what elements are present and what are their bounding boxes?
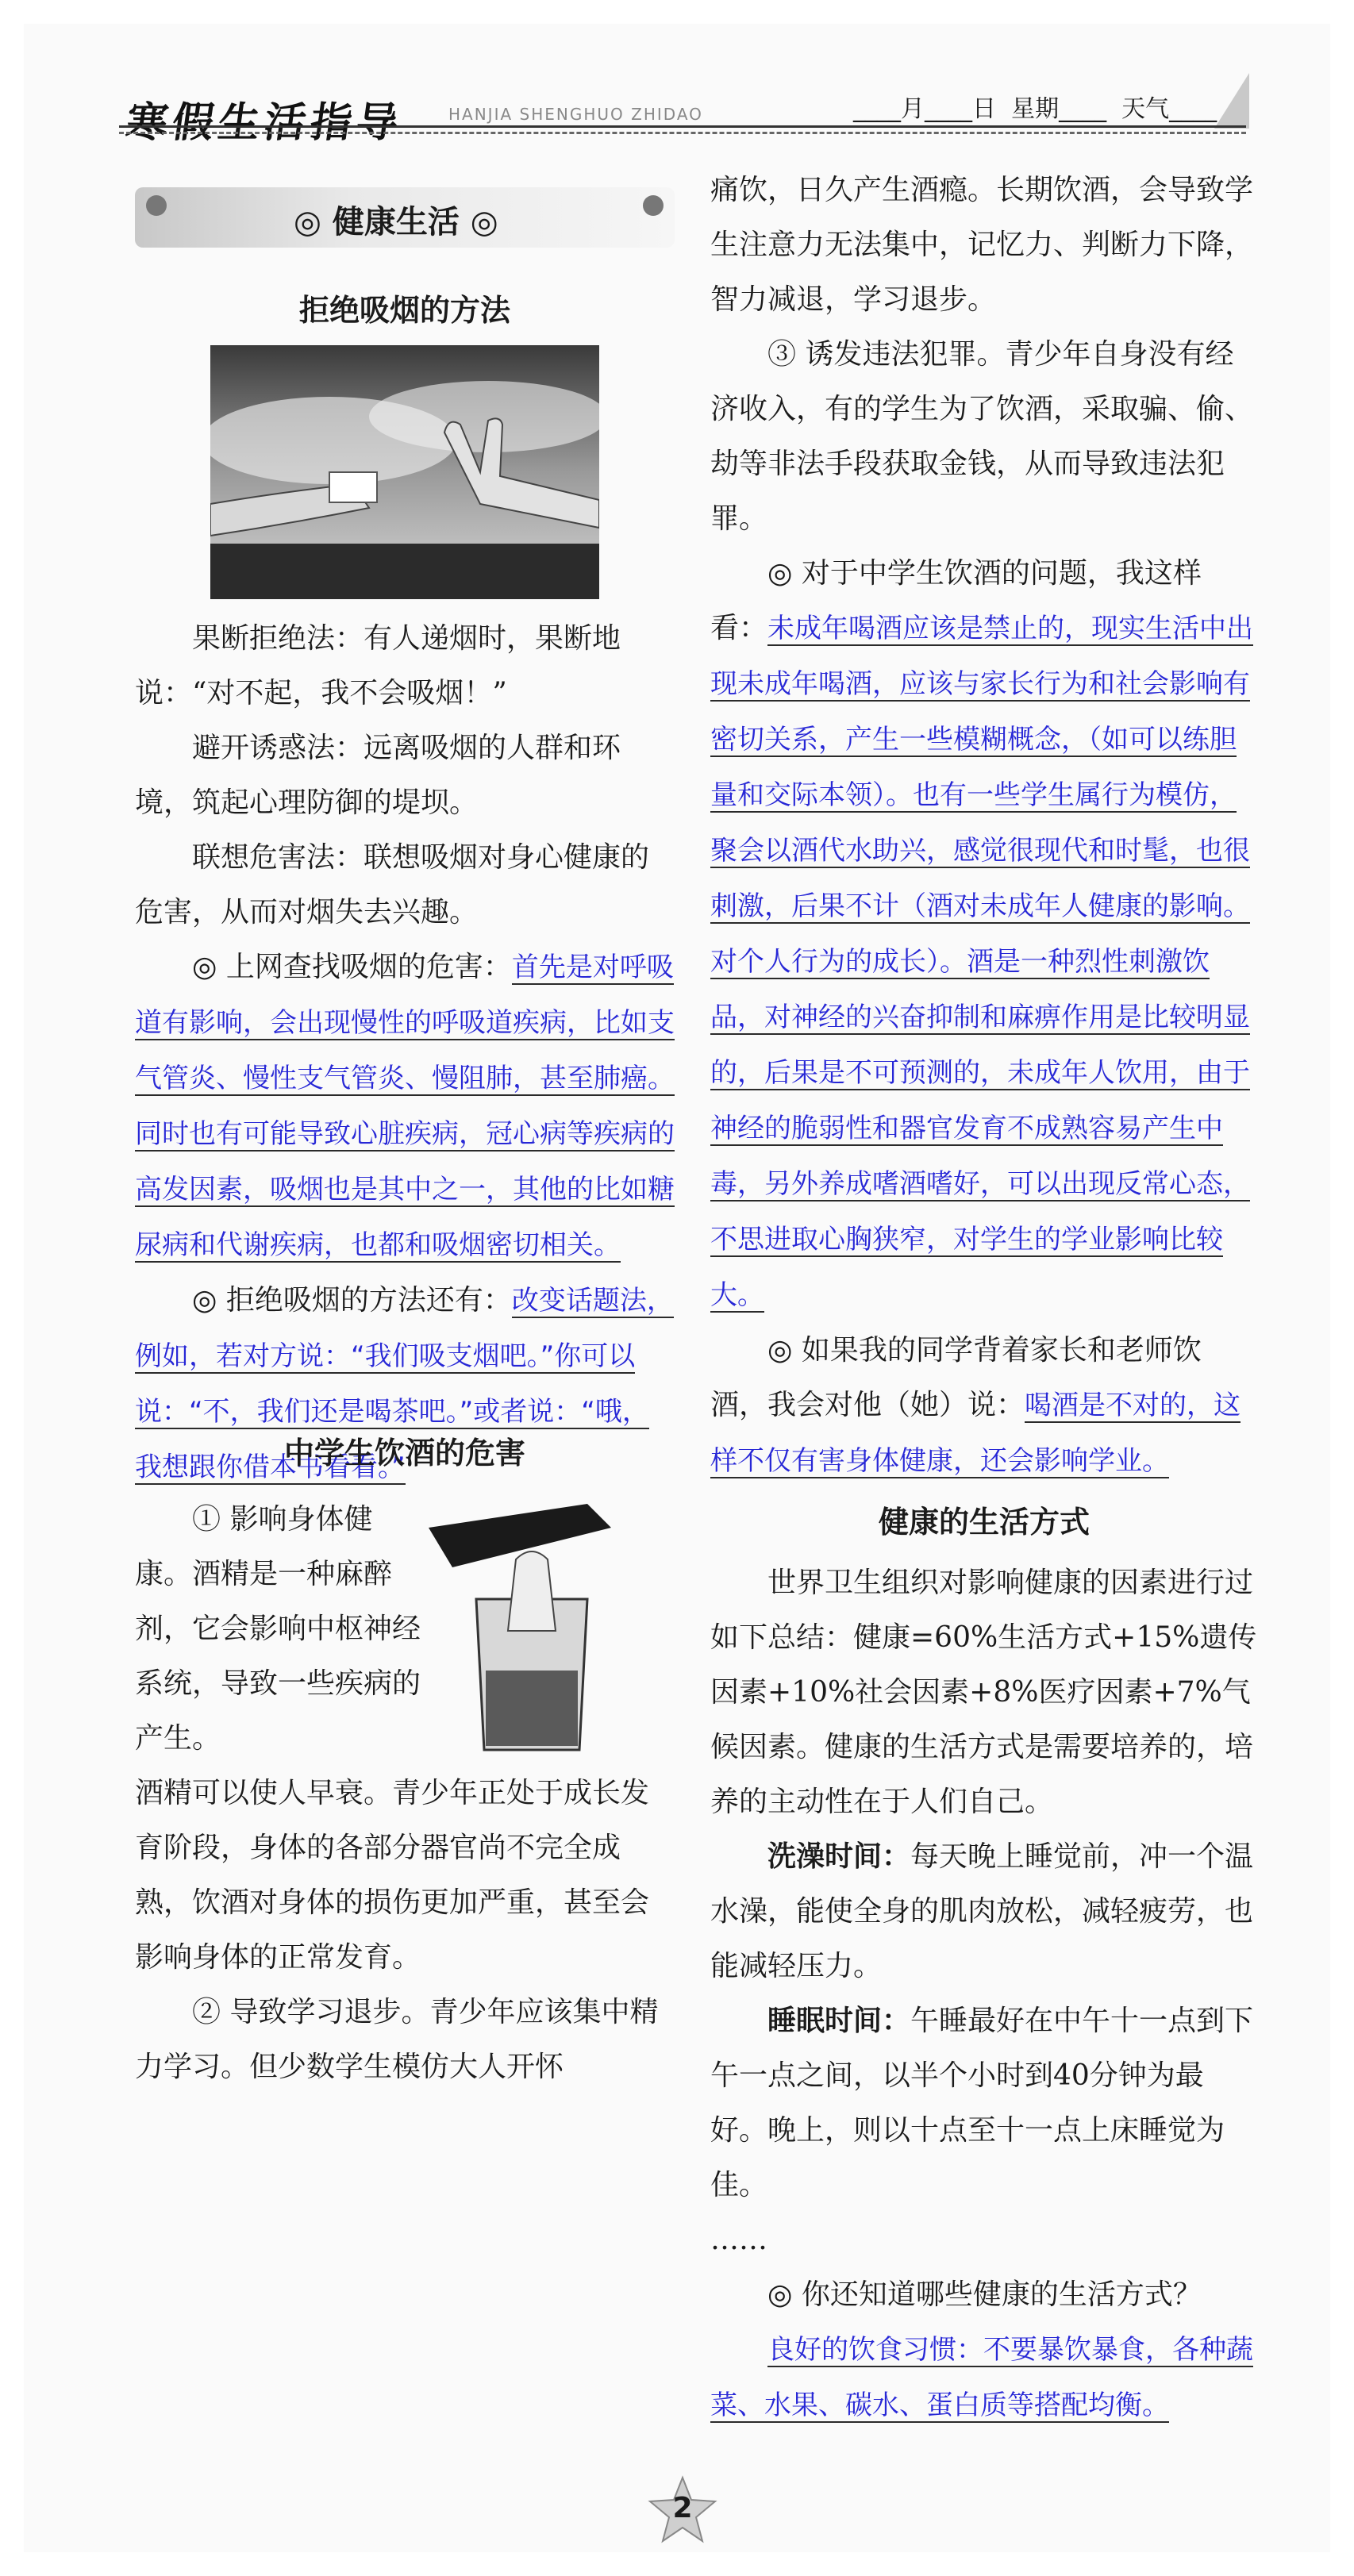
bath-text: 每天晚上睡觉前，冲一个温水澡，能使全身的肌肉放松，减轻疲劳，也能减轻压力。 <box>710 1840 1254 1982</box>
right-column-upper <box>710 163 1258 1489</box>
header-date-fields: ____月____日 星期____ 天气____ <box>853 95 1217 123</box>
header-corner-decoration <box>1214 73 1249 129</box>
handwritten-answer: 未成年喝酒应该是禁止的，现实生活中出现未成年喝酒，应该与家长行为和社会影响有密切关系，产生一些模糊概念，（如可以练胆量和交际本领）。也有一些学生属行为模仿，聚会以酒代水助兴，感觉很现代和时髦，也很刺激，后果不计（酒对未成年人健康的影响。对个人行为的成长）。酒是一种烈性刺激饮品，对神经的兴奋抑制和麻痹作用是比较明显的，后果是不可预测的，未成年人饮用，由于神经的脆弱性和器官发育不成熟容易产生中毒，另外养成嗜酒嗜好，可以出现反常心态，不思进取心胸狭窄，对学生的学业影响比较大。 <box>710 613 1254 1311</box>
bath-label: 洗澡时间： <box>767 1840 911 1873</box>
left-column-upper <box>135 611 675 1495</box>
question-label: ◎ 对于中学生饮酒的问题，我这样看： <box>710 557 1202 644</box>
question-label: ◎ 拒绝吸烟的方法还有： <box>192 1284 512 1317</box>
paragraph: ① 影响身体健康。酒精是一种麻醉剂，它会影响中枢神经系统，导致一些疾病的产生。 <box>135 1503 421 1755</box>
paragraph: 世界卫生组织对影响健康的因素进行过如下总结：健康=60%生活方式+15%遗传因素+10%社会因素+8%医疗因素+7%气候因素。健康的生活方式是需要培养的，培养的主动性在于人们自己。 <box>710 1567 1257 1818</box>
heading-healthy-lifestyle: 健康的生活方式 <box>878 1505 1090 1540</box>
question-friend-drinking <box>710 1323 1258 1489</box>
header-dashed-rule <box>119 132 1246 134</box>
sleep-label: 睡眠时间： <box>767 2005 911 2037</box>
paragraph: 联想危害法：联想吸烟对身心健康的危害，从而对烟失去兴趣。 <box>135 841 650 929</box>
bath-time-paragraph <box>710 1829 1258 1994</box>
pin-icon <box>146 195 167 216</box>
left-column-lower <box>135 1766 675 2094</box>
question-drinking-view <box>710 546 1258 1323</box>
paragraph: ② 导致学习退步。青少年应该集中精力学习。但少数学生模仿大人开怀 <box>135 1996 659 2083</box>
sleep-time-paragraph <box>710 1994 1258 2213</box>
paragraph: 酒精可以使人早衰。青少年正处于成长发育阶段，身体的各部分器官尚不完全成熟，饮酒对身体的损伤更加严重，甚至会影响身体的正常发育。 <box>135 1777 650 1974</box>
paragraph: ③ 诱发违法犯罪。青少年自身没有经济收入，有的学生为了饮酒，采取骗、偷、劫等非法手段获取金钱，从而导致违法犯罪。 <box>710 338 1254 535</box>
question-label: ◎ 上网查找吸烟的危害： <box>192 951 512 983</box>
page-number-badge <box>647 2474 718 2546</box>
heading-drinking-harm: 中学生饮酒的危害 <box>283 1436 525 1471</box>
handwritten-answer: 首先是对呼吸道有影响，会出现慢性的呼吸道疾病，比如支气管炎、慢性支气管炎、慢阻肺，甚至肺癌。同时也有可能导致心脏疾病，冠心病等疾病的高发因素，吸烟也是其中之一，其他的比如糖尿病和代谢疾病，也都和吸烟密切相关。 <box>135 952 675 1261</box>
page-number: 2 <box>672 2492 693 2524</box>
header-rule <box>119 125 1246 128</box>
header-pinyin: HANJIA SHENGHUO ZHIDAO <box>448 105 703 124</box>
header-title: 寒假生活指导 <box>123 99 406 147</box>
handwritten-answer: 改变话题法，例如，若对方说：“我们吸支烟吧。”你可以说：“不，我们还是喝茶吧。”或者说：“哦，我想跟你借本书看看。” <box>135 1285 674 1483</box>
handwritten-answer: 喝酒是不对的，这样不仅有害身体健康，还会影响学业。 <box>710 1390 1241 1477</box>
left-column-wrap <box>135 1492 429 1766</box>
section-banner <box>135 187 675 248</box>
drink-refusal-photo <box>429 1496 643 1758</box>
paragraph: 痛饮，日久产生酒瘾。长期饮酒，会导致学生注意力无法集中，记忆力、判断力下降，智力减退，学习退步。 <box>710 174 1254 316</box>
question-healthy-ways: ◎ 你还知道哪些健康的生活方式？ <box>767 2278 1202 2311</box>
paragraph: 果断拒绝法：有人递烟时，果断地说：“对不起，我不会吸烟！” <box>135 622 621 709</box>
heading-refuse-smoking: 拒绝吸烟的方法 <box>298 293 510 328</box>
sleep-text: 午睡最好在中午十一点到下午一点之间，以半个小时到40分钟为最好。晚上，则以十点至十一点上床睡觉为佳。 <box>710 2005 1254 2201</box>
paragraph: 避开诱惑法：远离吸烟的人群和环境，筑起心理防御的堤坝。 <box>135 732 621 819</box>
pin-icon <box>643 195 664 216</box>
answer-healthy-ways <box>710 2322 1258 2433</box>
handwritten-answer: 良好的饮食习惯：不要暴饮暴食，各种蔬菜、水果、碳水、蛋白质等搭配均衡。 <box>710 2334 1253 2421</box>
section-title: ◎ 健康生活 ◎ <box>294 204 498 240</box>
ellipsis: …… <box>710 2224 767 2256</box>
right-column-lower <box>710 1555 1258 2433</box>
question-smoking-harm <box>135 940 675 1273</box>
question-label: ◎ 如果我的同学背着家长和老师饮酒，我会对他（她）说： <box>710 1334 1202 1421</box>
smoking-refusal-photo <box>210 345 599 599</box>
